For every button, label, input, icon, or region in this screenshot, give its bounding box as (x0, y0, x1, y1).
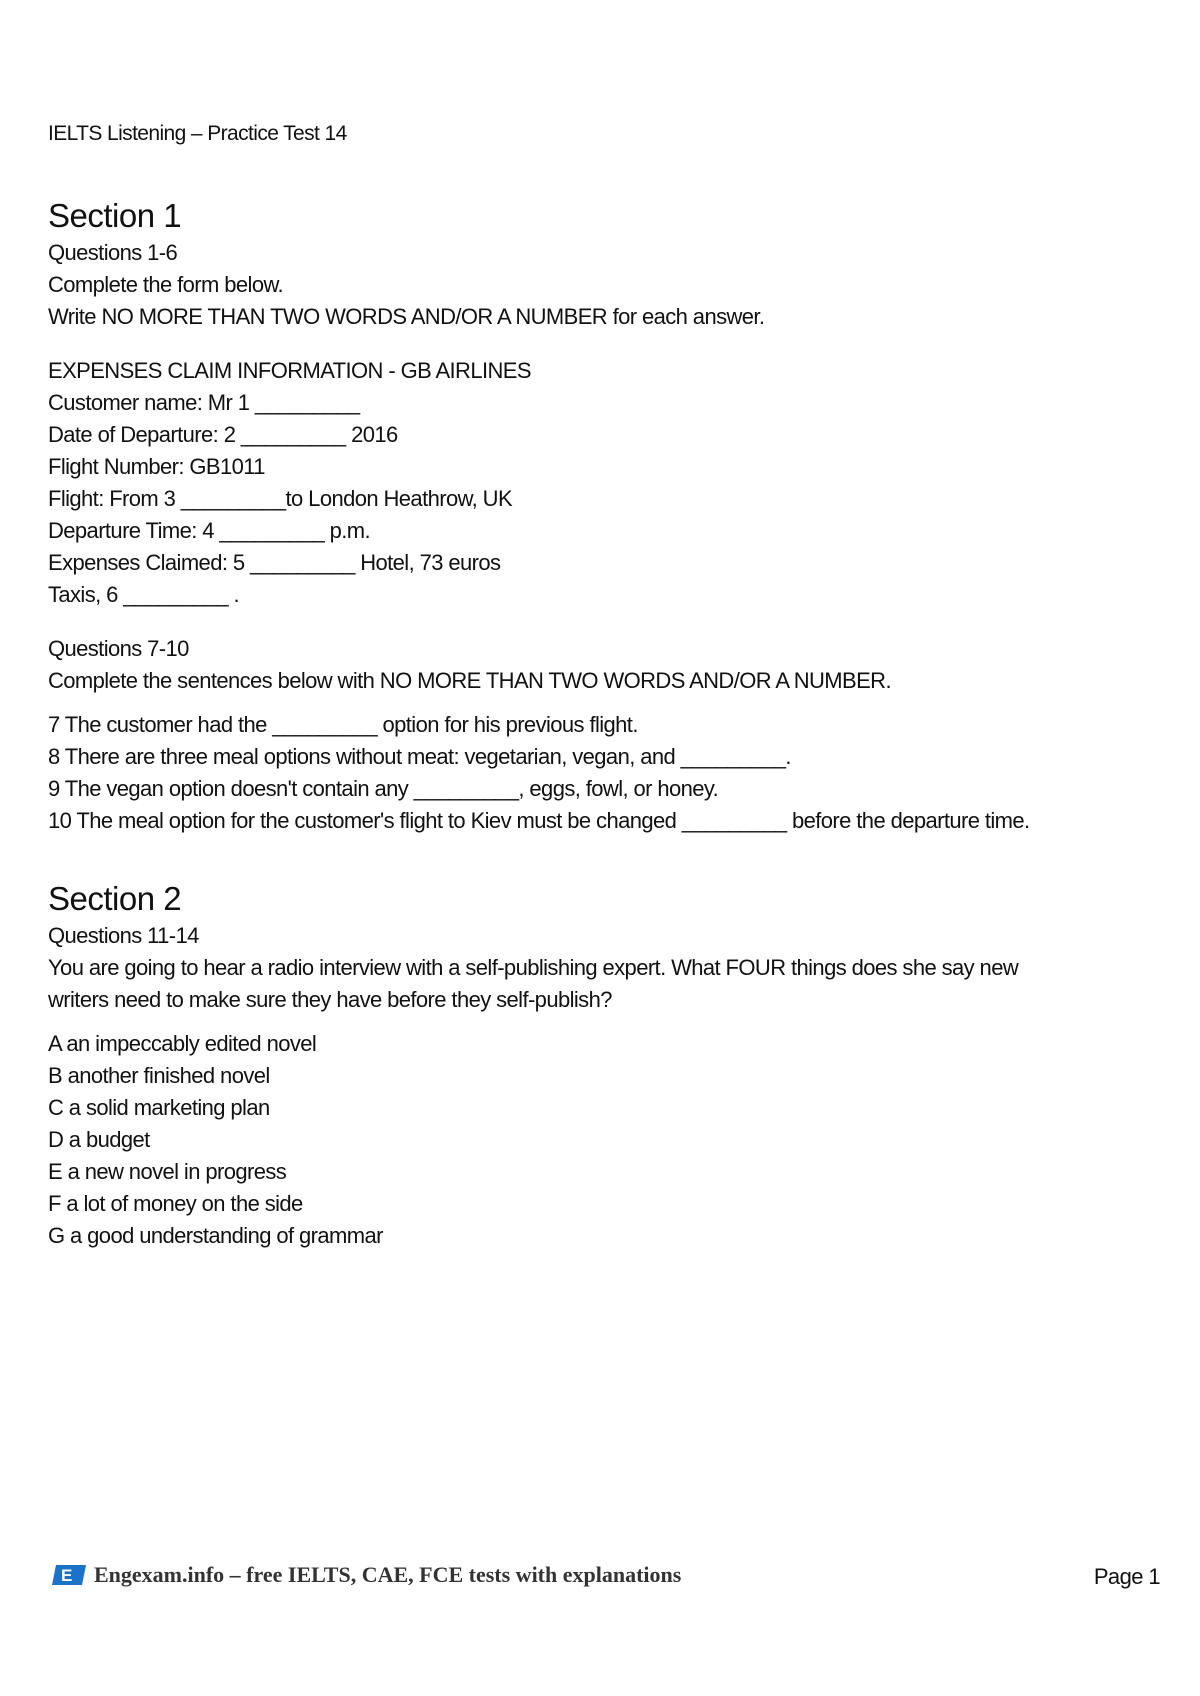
form-line-taxis: Taxis, 6 _________ . (48, 582, 240, 607)
option-g: G a good understanding of grammar (48, 1223, 383, 1248)
form-line-departure-time: Departure Time: 4 _________ p.m. (48, 518, 371, 543)
sentence-7: 7 The customer had the _________ option for his previous flight. (48, 712, 638, 737)
page-footer (52, 1562, 1160, 1592)
form-line-date-of-departure: Date of Departure: 2 _________ 2016 (48, 422, 398, 447)
option-d: D a budget (48, 1127, 150, 1152)
form-line-flight-number: Flight Number: GB1011 (48, 454, 265, 479)
option-c: C a solid marketing plan (48, 1095, 270, 1120)
document-title: IELTS Listening – Practice Test 14 (48, 122, 347, 145)
questions-1-6-instruction: Complete the form below. (48, 272, 284, 297)
form-line-expenses-claimed: Expenses Claimed: 5 _________ Hotel, 73 euros (48, 550, 501, 575)
questions-11-14-prompt-line-2: writers need to make sure they have before they self-publish? (48, 987, 612, 1012)
footer-brand-text[interactable]: Engexam.info – free IELTS, CAE, FCE tests with explanations (94, 1562, 682, 1587)
sentence-9: 9 The vegan option doesn't contain any _________, eggs, fowl, or honey. (48, 776, 719, 801)
footer-brand (52, 1562, 681, 1588)
sentence-8: 8 There are three meal options without meat: vegetarian, vegan, and _________. (48, 744, 791, 769)
svg-text:E: E (61, 1566, 73, 1585)
option-e: E a new novel in progress (48, 1159, 287, 1184)
option-a: A an impeccably edited novel (48, 1031, 317, 1056)
section-2-heading: Section 2 (48, 880, 182, 917)
option-b: B another finished novel (48, 1063, 270, 1088)
engexam-logo-icon (52, 1563, 86, 1587)
questions-7-10-label: Questions 7-10 (48, 636, 189, 661)
questions-1-6-word-limit: Write NO MORE THAN TWO WORDS AND/OR A NUMBER for each answer. (48, 304, 765, 329)
questions-1-6-label: Questions 1-6 (48, 240, 178, 265)
form-line-flight-route: Flight: From 3 _________to London Heathrow, UK (48, 486, 513, 511)
form-line-customer-name: Customer name: Mr 1 _________ (48, 390, 360, 415)
option-f: F a lot of money on the side (48, 1191, 303, 1216)
page-number: Page 1 (1093, 1564, 1160, 1589)
form-title: EXPENSES CLAIM INFORMATION - GB AIRLINES (48, 358, 531, 383)
questions-7-10-instruction: Complete the sentences below with NO MORE THAN TWO WORDS AND/OR A NUMBER. (48, 668, 891, 693)
sentence-10: 10 The meal option for the customer's flight to Kiev must be changed _________ before the departure time. (48, 808, 1030, 833)
section-1-heading: Section 1 (48, 197, 182, 234)
questions-11-14-prompt-line-1: You are going to hear a radio interview with a self-publishing expert. What FOUR things does she say new (48, 955, 1019, 980)
questions-11-14-label: Questions 11-14 (48, 923, 199, 948)
